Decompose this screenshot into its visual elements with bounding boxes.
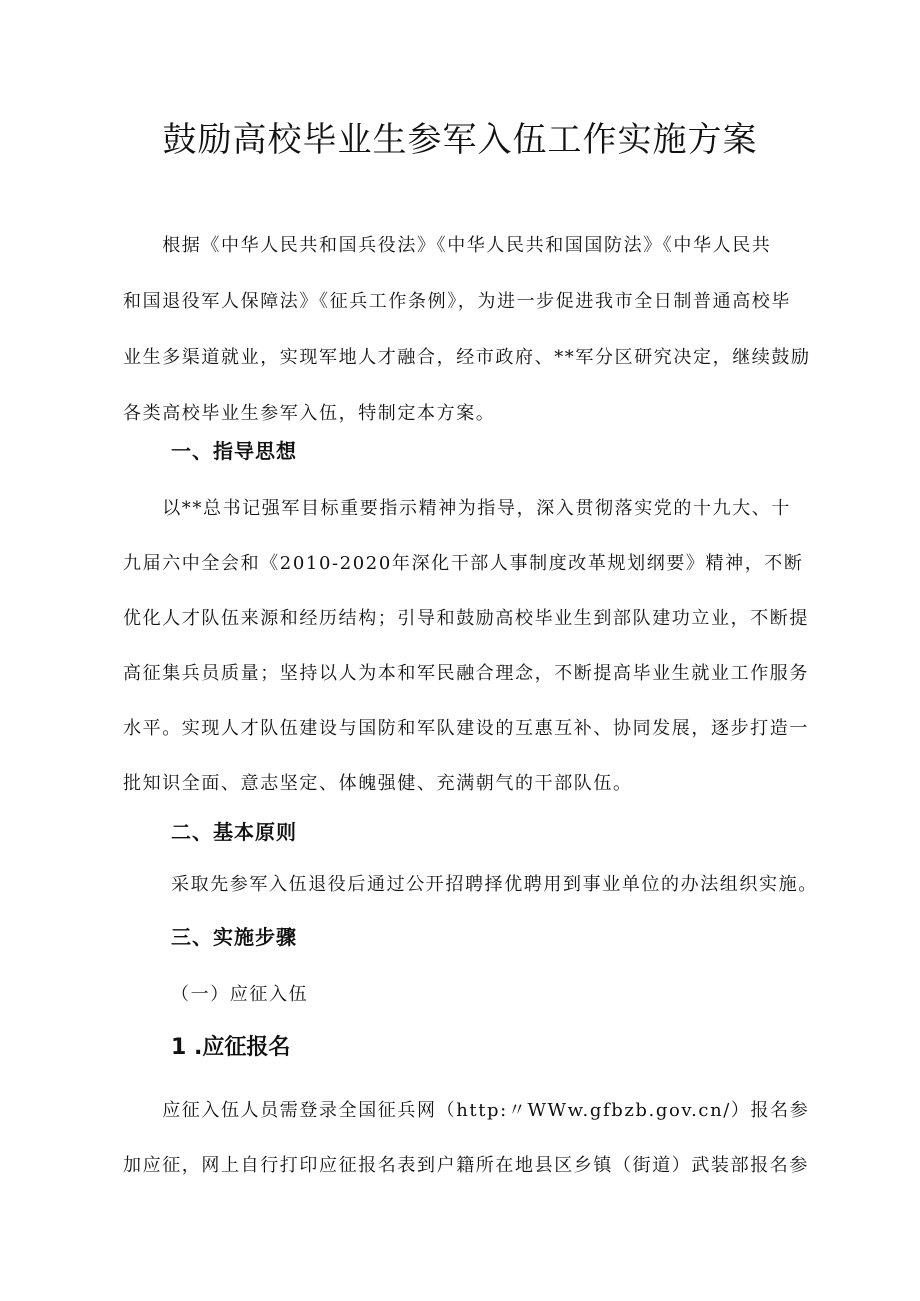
paragraph-line: 业生多渠道就业，实现军地人才融合，经市政府、**军分区研究决定，继续鼓励 <box>123 347 811 368</box>
section-heading-guiding-ideology: 一、指导思想 <box>171 439 297 463</box>
document-title: 鼓励高校毕业生参军入伍工作实施方案 <box>162 120 758 160</box>
guiding-ideology-paragraph <box>123 481 823 811</box>
paragraph-line: 水平。实现人才队伍建设与国防和军队建设的互惠互补、协同发展，逐步打造一 <box>123 718 809 739</box>
item-heading-registration: 1 .应征报名 <box>171 1035 291 1060</box>
paragraph-line: 根据《中华人民共和国兵役法》《中华人民共和国国防法》《中华人民共 <box>123 235 772 256</box>
paragraph-line: 以**总书记强军目标重要指示精神为指导，深入贯彻落实党的十九大、十 <box>123 498 791 519</box>
registration-paragraph <box>123 1083 823 1193</box>
paragraph-line: 批知识全面、意志坚定、体魄强健、充满朝气的干部队伍。 <box>123 773 633 794</box>
paragraph-line: 优化人才队伍来源和经历结构；引导和鼓励高校毕业生到部队建功立业，不断提 <box>123 608 809 629</box>
intro-paragraph <box>123 218 823 442</box>
paragraph-line: 九届六中全会和《2010-2020年深化干部人事制度改革规划纲要》精神，不断 <box>123 553 804 574</box>
paragraph-line: 加应征，网上自行打印应征报名表到户籍所在地县区乡镇（街道）武装部报名参 <box>123 1155 809 1176</box>
paragraph-line: 各类高校毕业生参军入伍，特制定本方案。 <box>123 403 496 424</box>
paragraph-line: 和国退役军人保障法》《征兵工作条例》，为进一步促进我市全日制普通高校毕 <box>123 291 791 312</box>
basic-principles-text: 采取先参军入伍退役后通过公开招聘择优聘用到事业单位的办法组织实施。 <box>171 874 818 895</box>
section-heading-basic-principles: 二、基本原则 <box>171 820 297 844</box>
paragraph-line: 应征入伍人员需登录全国征兵网（http:〃WWw.gfbzb.gov.cn∕）报名参 <box>123 1100 810 1121</box>
section-heading-implementation-steps: 三、实施步骤 <box>171 925 297 949</box>
sub-heading-enlistment: （一）应征入伍 <box>171 984 309 1005</box>
paragraph-line: 高征集兵员质量；坚持以人为本和军民融合理念，不断提高毕业生就业工作服务 <box>123 663 809 684</box>
